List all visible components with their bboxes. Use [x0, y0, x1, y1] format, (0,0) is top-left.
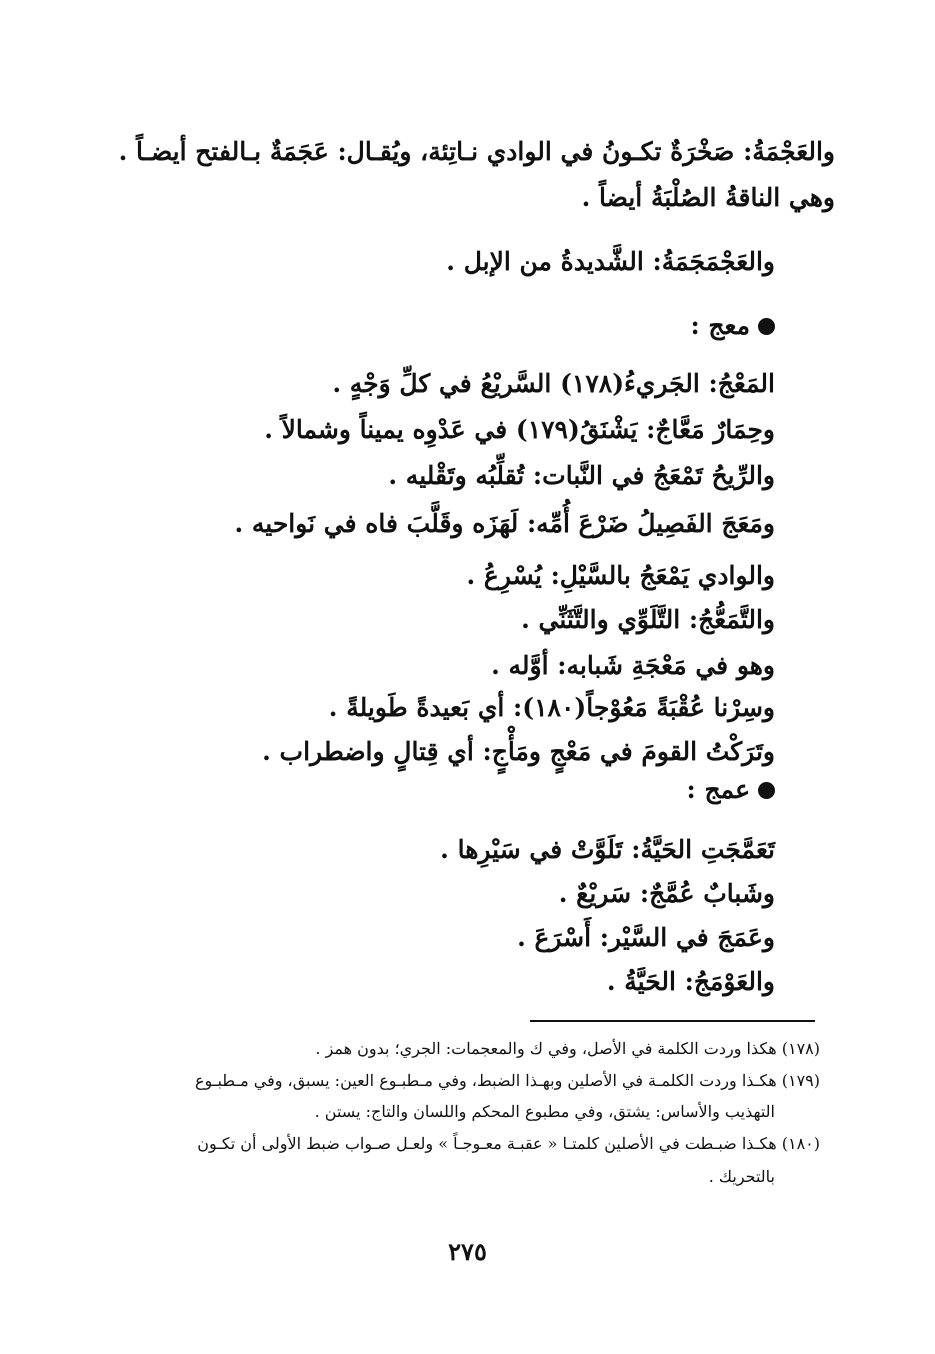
footnote-separator [530, 1020, 815, 1022]
entry-line: وسِرْنا عُقْبَةً مَعُوْجاً(١٨٠): أي بَعيدةً طَويلةً . [328, 693, 775, 722]
footnote-178: (١٧٨) هكذا وردت الكلمة في الأصل، وفي ك والمعجمات: الجري؛ بدون همز . [315, 1039, 820, 1058]
entry-ajmah-continued: وهي الناقةُ الصُلْبَةُ أيضاً . [581, 183, 835, 212]
entry-line: وحِمَارٌ مَعَّاجٌ: يَشْنَقُ(١٧٩) في عَدْوِه يميناً وشمالاً . [264, 415, 775, 444]
section-heading-amj [687, 770, 775, 810]
entry-line: والتَّمَعُّجُ: التَّلَوِّي والتَّثَنِّي . [521, 605, 775, 634]
entry-line: والوادي يَمْعَجُ بالسَّيْلِ: يُسْرِعُ . [466, 561, 775, 590]
section-heading-label: معج : [690, 311, 750, 340]
entry-line: وتَرَكْتُ القومَ في مَعْجٍ ومَأْجٍ: أي قِتالٍ واضطراب . [262, 737, 775, 766]
footnote-179-continued: التهذيب والأساس: يشتق، وفي مطبوع المحكم واللسان والتاج: يستن . [314, 1102, 775, 1121]
bullet-icon [758, 318, 775, 335]
entry-line: تَعَمَّجَتِ الحَيَّةُ: تَلَوَّتْ في سَيْرِها . [440, 835, 775, 864]
footnote-180: (١٨٠) هكـذا ضبـطت في الأصلين كلمتـا « عقبـة معـوجـاً » ولعـل صـواب ضبط الأولى أن تكـون [197, 1134, 820, 1153]
entry-ajmajamah: والعَجْمَجَمَةُ: الشَّديدةُ من الإبل . [446, 247, 775, 276]
footnote-180-continued: بالتحريك . [708, 1167, 775, 1186]
page-number: ٢٧٥ [448, 1237, 487, 1266]
section-heading-maj [690, 306, 775, 346]
entry-line: وشَبابٌ عُمَّجٌ: سَريْعٌ . [558, 879, 775, 908]
entry-line: وهو في مَعْجَةِ شَبابه: أوَّله . [491, 651, 775, 680]
entry-line: ومَعَجَ الفَصِيلُ ضَرْعَ أُمِّه: لَهَزَه وقَلَّبَ فاه في نَواحيه . [234, 509, 775, 538]
entry-ajmah: والعَجْمَةُ: صَخْرَةٌ تكـونُ في الوادي نـاتِئة، ويُقـال: عَجَمَةٌ بـالفتح أيضـاً . [118, 137, 835, 166]
entry-line: المَعْجُ: الجَري‌ءُ(١٧٨) السَّريْعُ في كلِّ وَجْهٍ . [332, 369, 775, 398]
entry-line: وعَمَجَ في السَّيْر: أَسْرَعَ . [517, 923, 775, 952]
footnote-179: (١٧٩) هكـذا وردت الكلمـة في الأصلين وبهـذا الضبط، وفي مـطبـوع العين: يسبق، وفي مـطبـوع [194, 1071, 820, 1090]
entry-line: والعَوْمَجُ: الحَيَّةُ . [606, 967, 775, 996]
entry-line: والرِّيحُ تَمْعَجُ في النَّبات: تُقلِّبُه وتَقْليه . [388, 461, 775, 490]
section-heading-label: عمج : [686, 775, 750, 804]
bullet-icon [758, 782, 775, 799]
